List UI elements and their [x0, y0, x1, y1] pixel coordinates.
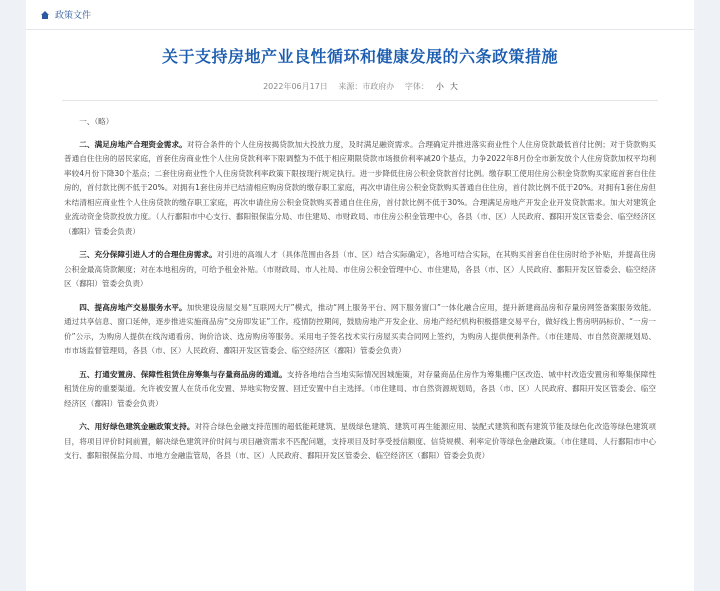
home-icon — [40, 10, 50, 20]
section-paragraph — [64, 420, 656, 464]
section-text: 对符合绿色金融支持范围的超低能耗建筑、星级绿色建筑、建筑可再生能源应用、装配式建筑和既有建筑节能及绿色化改造等绿色建筑项目，将项目评价时间前置，解决绿色建筑评价时间与项目融资需求不匹配问题，支持项目及时享受授信额度、信贷规模、利率定价等绿色金融政策。（市住建局、人行鄱阳市中心支行、鄱阳银保监分局、市地方金融监管局，各县（市、区）人民政府、鄱阳开发区管委会、临空经济区（鄱阳）管委会负责） — [64, 422, 657, 460]
font-size-label: 字体： — [404, 82, 429, 91]
section-heading: 二、满足房地产合理资金需求。 — [79, 139, 187, 149]
article-meta — [62, 81, 658, 101]
article-body — [26, 101, 694, 464]
section-heading: 四、提高房地产交易服务水平。 — [79, 302, 187, 312]
section-paragraph — [64, 138, 656, 240]
font-small-button[interactable]: 小 — [435, 82, 444, 91]
article-page — [26, 0, 694, 591]
section-paragraph — [64, 301, 656, 359]
section-text: 对引进的高端人才（具体范围由各县（市、区）结合实际确定），各地可结合实际，在其购买首套自住住房时给予补贴，并提高住房公积金最高贷款额度；对在本地租房的，可给予租金补贴。（市财政局、市人社局、市住房公积金管理中心、市住建局，各县（市、区）人民政府、鄱阳开发区管委会、临空经济区（鄱阳）管委会负责） — [64, 250, 656, 288]
article-source: 来源：市政府办 — [338, 82, 395, 91]
section-text: 加快建设房屋交易“互联网大厅”模式，推动“网上服务平台、网下服务窗口”一体化融合应用，提升新建商品房和存量房网签备案服务效能。通过共享信息、窗口延伸，逐步推进实施商品房“交房即发证”工作。疫情防控期间，鼓励房地产开发企业、房地产经纪机构积极搭建交易平台，做好线上售房明码标价、“一房一价”公示，为购房人提供在线沟通看房、询价洽谈、选房购房等服务。采用电子签名技术实行房屋买卖合同网上签约，为购房人提供便利条件。（市住建局、市自然资源规划局、市市场监督管理局，各县（市、区）人民政府、鄱阳开发区管委会、临空经济区（鄱阳）管委会负责） — [64, 302, 657, 355]
section-heading: 六、用好绿色建筑金融政策支持。 — [79, 422, 195, 431]
font-large-button[interactable]: 大 — [449, 82, 458, 91]
breadcrumb — [26, 0, 694, 30]
section-paragraph — [64, 248, 656, 292]
breadcrumb-link-policy-docs[interactable]: 政策文件 — [55, 11, 92, 21]
section-paragraph — [64, 368, 656, 412]
section-text: 支持各地结合当地实际情况因城施策，对存量商品住房作为筹集棚户区改造、城中村改造安置房和筹集保障性租赁住房的重要渠道。允许被安置人在货币化安置、异地实物安置、回迁安置中自主选择。（市住建局、市自然资源规划局，各县（市、区）人民政府、鄱阳开发区管委会、临空经济区（鄱阳）管委会负责） — [64, 369, 656, 408]
section-text: 对符合条件的个人住房按揭贷款加大投放力度，及时满足融资需求。合理确定并推进落实商业性个人住房贷款最低首付比例；对于贷款购买普通自住住房的居民家庭，首套住房商业性个人住房贷款利率下限调整为不低于相应期限贷款市场报价利率减20个基点，力争2022年8月份全市新发放个人住房贷款加权平均利率较4月份下降30个基点；二套住房商业性个人住房贷款利率政策下限按现行规定执行。进一步降低住房公积金贷款首付比例。缴存职工使用住房公积金贷款购买家庭首套自住住房的，首付款比例不低于20%。对拥有1套住房并已结清相应购房贷款的缴存职工家庭，再次申请住房公积金贷款购买普通自住住房，首付款比例不低于20%。对拥有1套住房但未结清相应商业性个人住房贷款的缴存职工家庭，再次申请住房公积金贷款购买普通自住住房，首付款比例不低于30%。合理满足房地产开发企业开发贷款需求。加大对建筑企业流动资金贷款投放力度。（人行鄱阳市中心支行、鄱阳银保监分局、市住建局、市财政局、市住房公积金管理中心，各县（市、区）人民政府、鄱阳开发区管委会、临空经济区（鄱阳）管委会负责） — [64, 139, 657, 236]
section-heading: 三、充分保障引进人才的合理住房需求。 — [79, 250, 217, 259]
article-date: 2022年06月17日 — [263, 82, 328, 91]
section-heading: 五、打通安置房、保障性租赁住房筹集与存量商品房的通道。 — [79, 369, 287, 379]
section-paragraph: 一、（略） — [79, 117, 114, 126]
article-title: 关于支持房地产业良性循环和健康发展的六条政策措施 — [161, 47, 558, 66]
